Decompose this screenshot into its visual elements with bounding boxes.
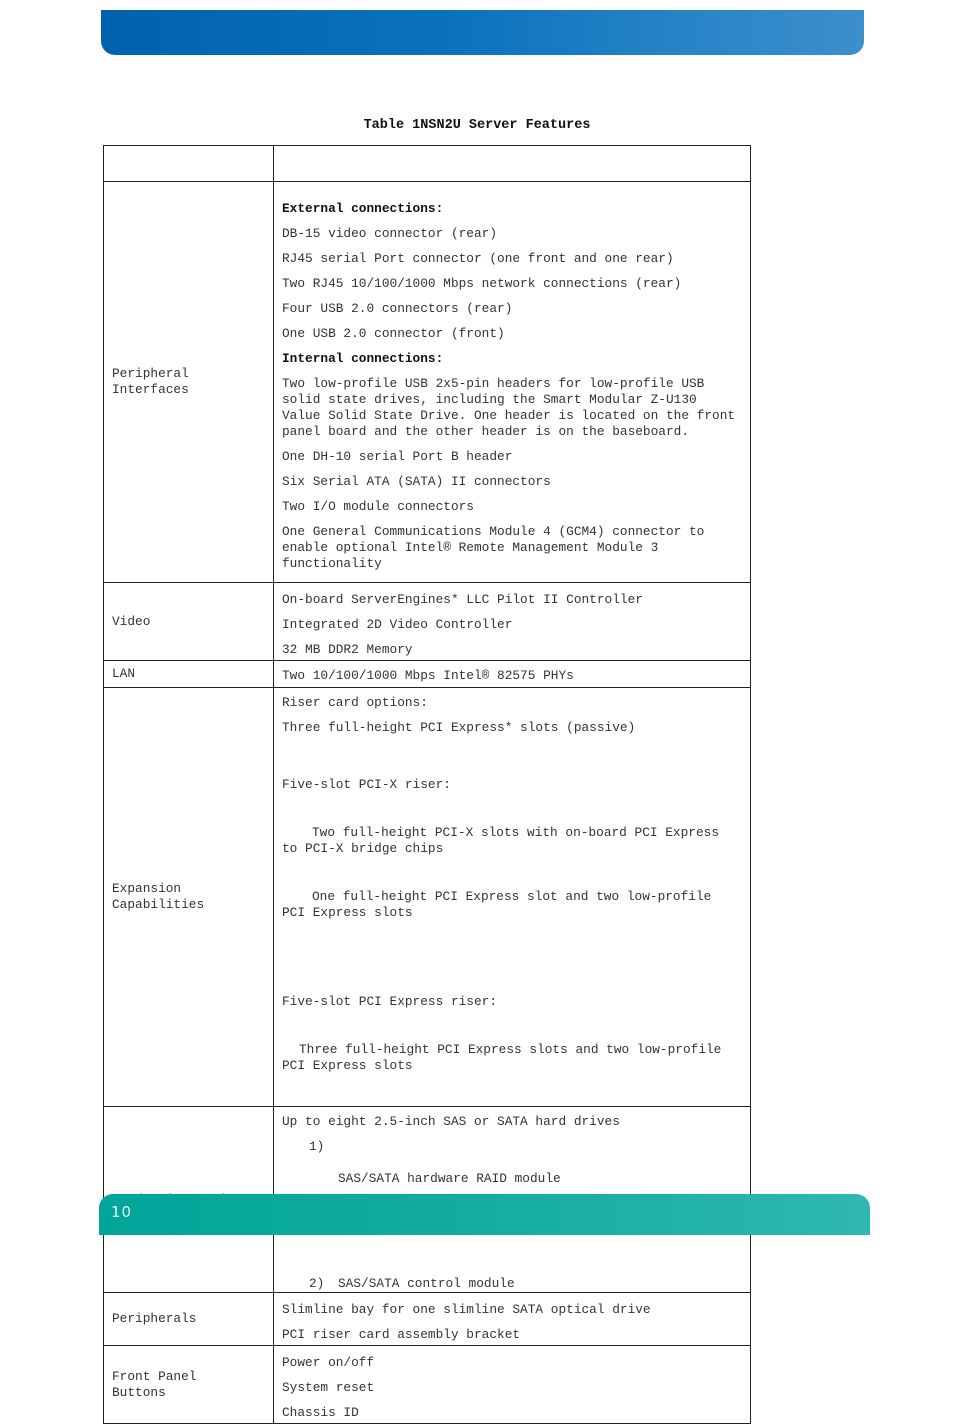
- list-item: DB-15 video connector (rear): [282, 225, 498, 241]
- list-item: Three full-height PCI Express* slots (passive): [282, 720, 636, 735]
- list-item-heading: Five-slot PCI Express riser:: [282, 994, 498, 1009]
- list-item: Riser card options:: [282, 695, 428, 710]
- footer-band: [99, 1194, 870, 1235]
- list-item-heading: SAS/SATA hardware RAID module: [338, 1171, 561, 1186]
- list-item-text: Two full-height PCI-X slots with on-board PCI Express to PCI-X bridge chips: [282, 825, 727, 856]
- header-cell: [104, 146, 274, 182]
- list-number: 1): [309, 1139, 325, 1154]
- list-item: Two RJ45 10/100/1000 Mbps network connections (rear): [282, 275, 682, 291]
- list-number: 2): [309, 1276, 325, 1291]
- row-content: [274, 1346, 751, 1424]
- list-item: Two I/O module connectors: [282, 498, 474, 514]
- list-item-detail: [282, 889, 742, 921]
- list-item: Slimline bay for one slimline SATA optical drive: [282, 1302, 651, 1317]
- table-row: [104, 1346, 751, 1424]
- list-item: One USB 2.0 connector (front): [282, 325, 505, 341]
- list-item-detail: [282, 1042, 742, 1074]
- table-row: [104, 688, 751, 1107]
- table-row: [104, 1293, 751, 1346]
- row-content: [274, 661, 751, 688]
- row-content: [274, 688, 751, 1107]
- row-label: Peripheral Interfaces: [104, 182, 274, 583]
- list-item: [282, 962, 742, 1106]
- table-row: [104, 182, 751, 583]
- list-item-text: SAS/SATA control module: [338, 1276, 515, 1291]
- row-label: Peripherals: [104, 1293, 274, 1346]
- list-item: PCI riser card assembly bracket: [282, 1327, 521, 1342]
- row-label: LAN: [104, 661, 274, 688]
- row-label: Expansion Capabilities: [104, 688, 274, 1107]
- row-content: [274, 1293, 751, 1346]
- list-item-text: Three full-height PCI Express slots and two low-profile PCI Express slots: [282, 1042, 730, 1073]
- list-item: Up to eight 2.5-inch SAS or SATA hard drives: [282, 1114, 620, 1129]
- list-item: External connections:: [282, 200, 444, 216]
- row-label: Front Panel Buttons: [104, 1346, 274, 1424]
- list-item: Integrated 2D Video Controller: [282, 617, 513, 632]
- list-item: [282, 745, 742, 953]
- row-content: [274, 182, 751, 583]
- list-item: Four USB 2.0 connectors (rear): [282, 300, 513, 316]
- list-item: Power on/off: [282, 1355, 375, 1370]
- list-item: Internal connections:: [282, 350, 444, 366]
- list-item: 32 MB DDR2 Memory: [282, 642, 413, 657]
- list-item: Chassis ID: [282, 1405, 359, 1420]
- list-item: One General Communications Module 4 (GCM4) connector to enable optional Intel® Remote Management Module 3 functionality: [282, 523, 713, 571]
- list-item: One DH-10 serial Port B header: [282, 448, 513, 464]
- list-item: System reset: [282, 1380, 375, 1395]
- list-item: Two low-profile USB 2x5-pin headers for low-profile USB solid state drives, including the Smart Modular Z-U130 Value Solid State Drive. One header is located on the front panel board and the other header is on the baseboard.: [282, 375, 743, 439]
- list-item-heading: Five-slot PCI-X riser:: [282, 777, 451, 792]
- list-item-text: One full-height PCI Express slot and two low-profile PCI Express slots: [282, 889, 720, 920]
- list-item: Two 10/100/1000 Mbps Intel® 82575 PHYs: [282, 668, 574, 683]
- page-number: 10: [111, 1203, 133, 1221]
- table-row: [104, 661, 751, 688]
- list-item: RJ45 serial Port connector (one front and one rear): [282, 250, 674, 266]
- row-content: [274, 583, 751, 661]
- table-caption: Table 1NSN2U Server Features: [363, 118, 591, 133]
- table-row: [104, 583, 751, 661]
- list-item-detail: [282, 825, 742, 857]
- table-header-row: [104, 146, 751, 182]
- header-band: [101, 10, 864, 55]
- header-cell: [274, 146, 751, 182]
- list-item: [282, 1276, 742, 1292]
- list-item: On-board ServerEngines* LLC Pilot II Controller: [282, 592, 643, 607]
- list-item: Six Serial ATA (SATA) II connectors: [282, 473, 551, 489]
- row-label: Video: [104, 583, 274, 661]
